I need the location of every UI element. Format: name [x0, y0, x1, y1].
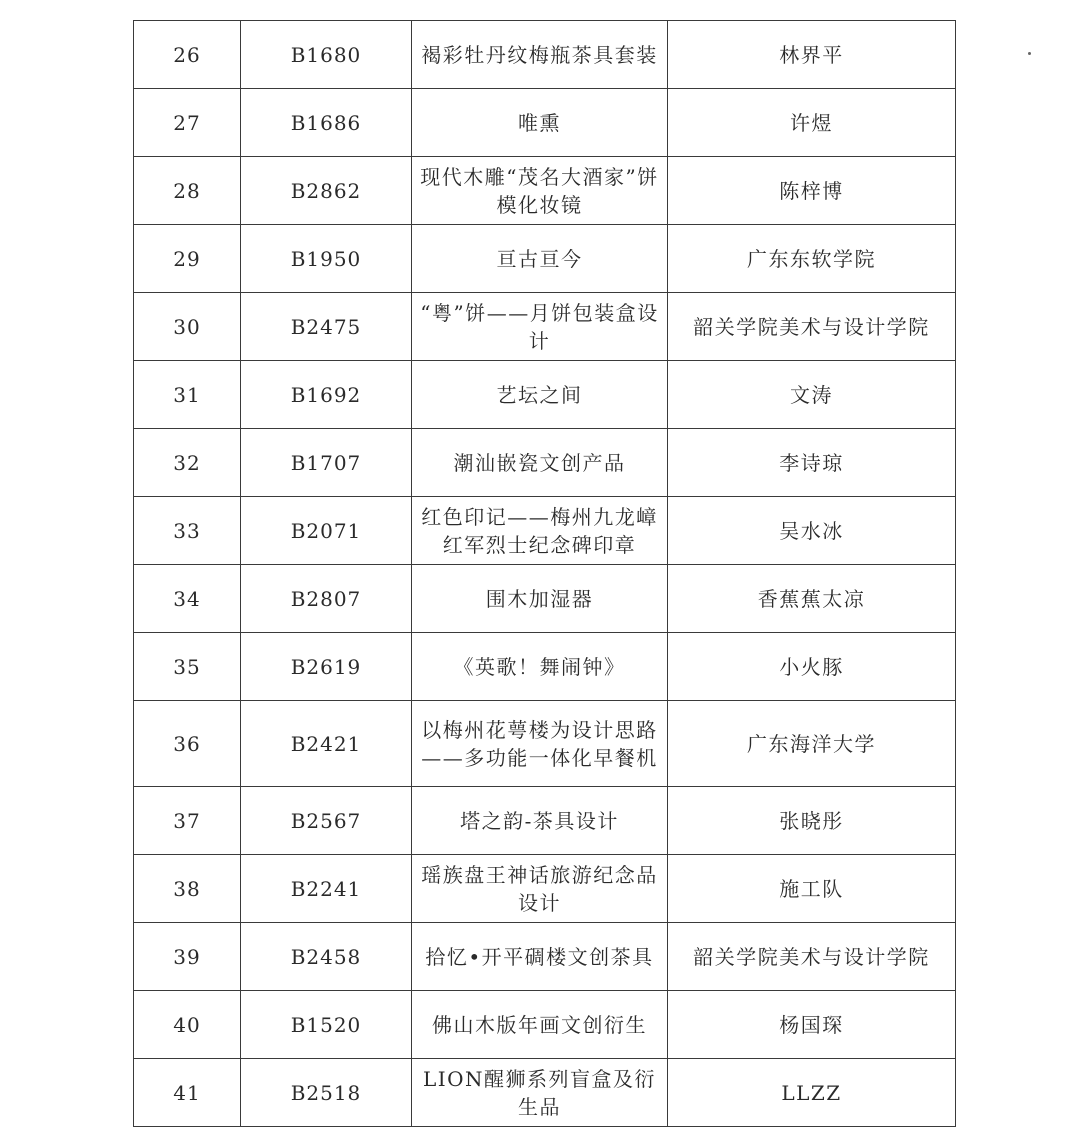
entry-list-sheet: [133, 20, 955, 1127]
entry-code: B2475: [241, 293, 412, 361]
row-number: 40: [134, 991, 241, 1059]
entry-name: 潮汕嵌瓷文创产品: [412, 429, 668, 497]
entry-name: 亘古亘今: [412, 225, 668, 293]
table-row: [134, 855, 956, 923]
entry-author: 广东海洋大学: [668, 701, 956, 787]
entry-author: 香蕉蕉太凉: [668, 565, 956, 633]
entry-name: LION醒狮系列盲盒及衍生品: [412, 1059, 668, 1127]
entry-code: B2567: [241, 787, 412, 855]
entry-table: [133, 20, 956, 1127]
entry-code: B1680: [241, 21, 412, 89]
entry-author: 林界平: [668, 21, 956, 89]
entry-code: B1686: [241, 89, 412, 157]
entry-name: 褐彩牡丹纹梅瓶茶具套装: [412, 21, 668, 89]
entry-author: 施工队: [668, 855, 956, 923]
entry-author: 文涛: [668, 361, 956, 429]
entry-name: 现代木雕“茂名大酒家”饼模化妆镜: [412, 157, 668, 225]
table-row: [134, 89, 956, 157]
entry-name: 塔之韵-茶具设计: [412, 787, 668, 855]
row-number: 30: [134, 293, 241, 361]
table-row: [134, 497, 956, 565]
entry-name: 唯熏: [412, 89, 668, 157]
table-row: [134, 157, 956, 225]
table-row: [134, 787, 956, 855]
row-number: 35: [134, 633, 241, 701]
table-row: [134, 21, 956, 89]
entry-code: B2458: [241, 923, 412, 991]
row-number: 26: [134, 21, 241, 89]
row-number: 41: [134, 1059, 241, 1127]
entry-author: 广东东软学院: [668, 225, 956, 293]
entry-author: 小火豚: [668, 633, 956, 701]
entry-code: B2421: [241, 701, 412, 787]
entry-name: 《英歌！舞闹钟》: [412, 633, 668, 701]
entry-name: 围木加湿器: [412, 565, 668, 633]
entry-code: B1692: [241, 361, 412, 429]
table-row: [134, 1059, 956, 1127]
scan-speck: [1028, 52, 1031, 55]
row-number: 27: [134, 89, 241, 157]
table-row: [134, 429, 956, 497]
row-number: 38: [134, 855, 241, 923]
table-row: [134, 225, 956, 293]
table-row: [134, 701, 956, 787]
entry-code: B2862: [241, 157, 412, 225]
row-number: 31: [134, 361, 241, 429]
row-number: 29: [134, 225, 241, 293]
entry-code: B2518: [241, 1059, 412, 1127]
entry-code: B2071: [241, 497, 412, 565]
entry-code: B1707: [241, 429, 412, 497]
row-number: 37: [134, 787, 241, 855]
table-row: [134, 293, 956, 361]
entry-code: B1950: [241, 225, 412, 293]
entry-code: B2807: [241, 565, 412, 633]
entry-author: LLZZ: [668, 1059, 956, 1127]
table-row: [134, 633, 956, 701]
table-row: [134, 361, 956, 429]
entry-name: 以梅州花萼楼为设计思路——多功能一体化早餐机: [412, 701, 668, 787]
entry-name: “粤”饼——月饼包装盒设计: [412, 293, 668, 361]
entry-name: 红色印记——梅州九龙嶂红军烈士纪念碑印章: [412, 497, 668, 565]
entry-code: B2619: [241, 633, 412, 701]
entry-name: 佛山木版年画文创衍生: [412, 991, 668, 1059]
entry-author: 李诗琼: [668, 429, 956, 497]
entry-author: 杨国琛: [668, 991, 956, 1059]
entry-name: 拾忆•开平碉楼文创茶具: [412, 923, 668, 991]
entry-author: 韶关学院美术与设计学院: [668, 923, 956, 991]
row-number: 32: [134, 429, 241, 497]
entry-name: 艺坛之间: [412, 361, 668, 429]
entry-author: 许煜: [668, 89, 956, 157]
entry-code: B1520: [241, 991, 412, 1059]
table-row: [134, 923, 956, 991]
entry-author: 陈梓博: [668, 157, 956, 225]
row-number: 33: [134, 497, 241, 565]
entry-author: 韶关学院美术与设计学院: [668, 293, 956, 361]
entry-author: 吴水冰: [668, 497, 956, 565]
entry-name: 瑶族盘王神话旅游纪念品设计: [412, 855, 668, 923]
entry-author: 张晓彤: [668, 787, 956, 855]
row-number: 34: [134, 565, 241, 633]
entry-code: B2241: [241, 855, 412, 923]
table-row: [134, 991, 956, 1059]
row-number: 28: [134, 157, 241, 225]
row-number: 39: [134, 923, 241, 991]
table-row: [134, 565, 956, 633]
row-number: 36: [134, 701, 241, 787]
